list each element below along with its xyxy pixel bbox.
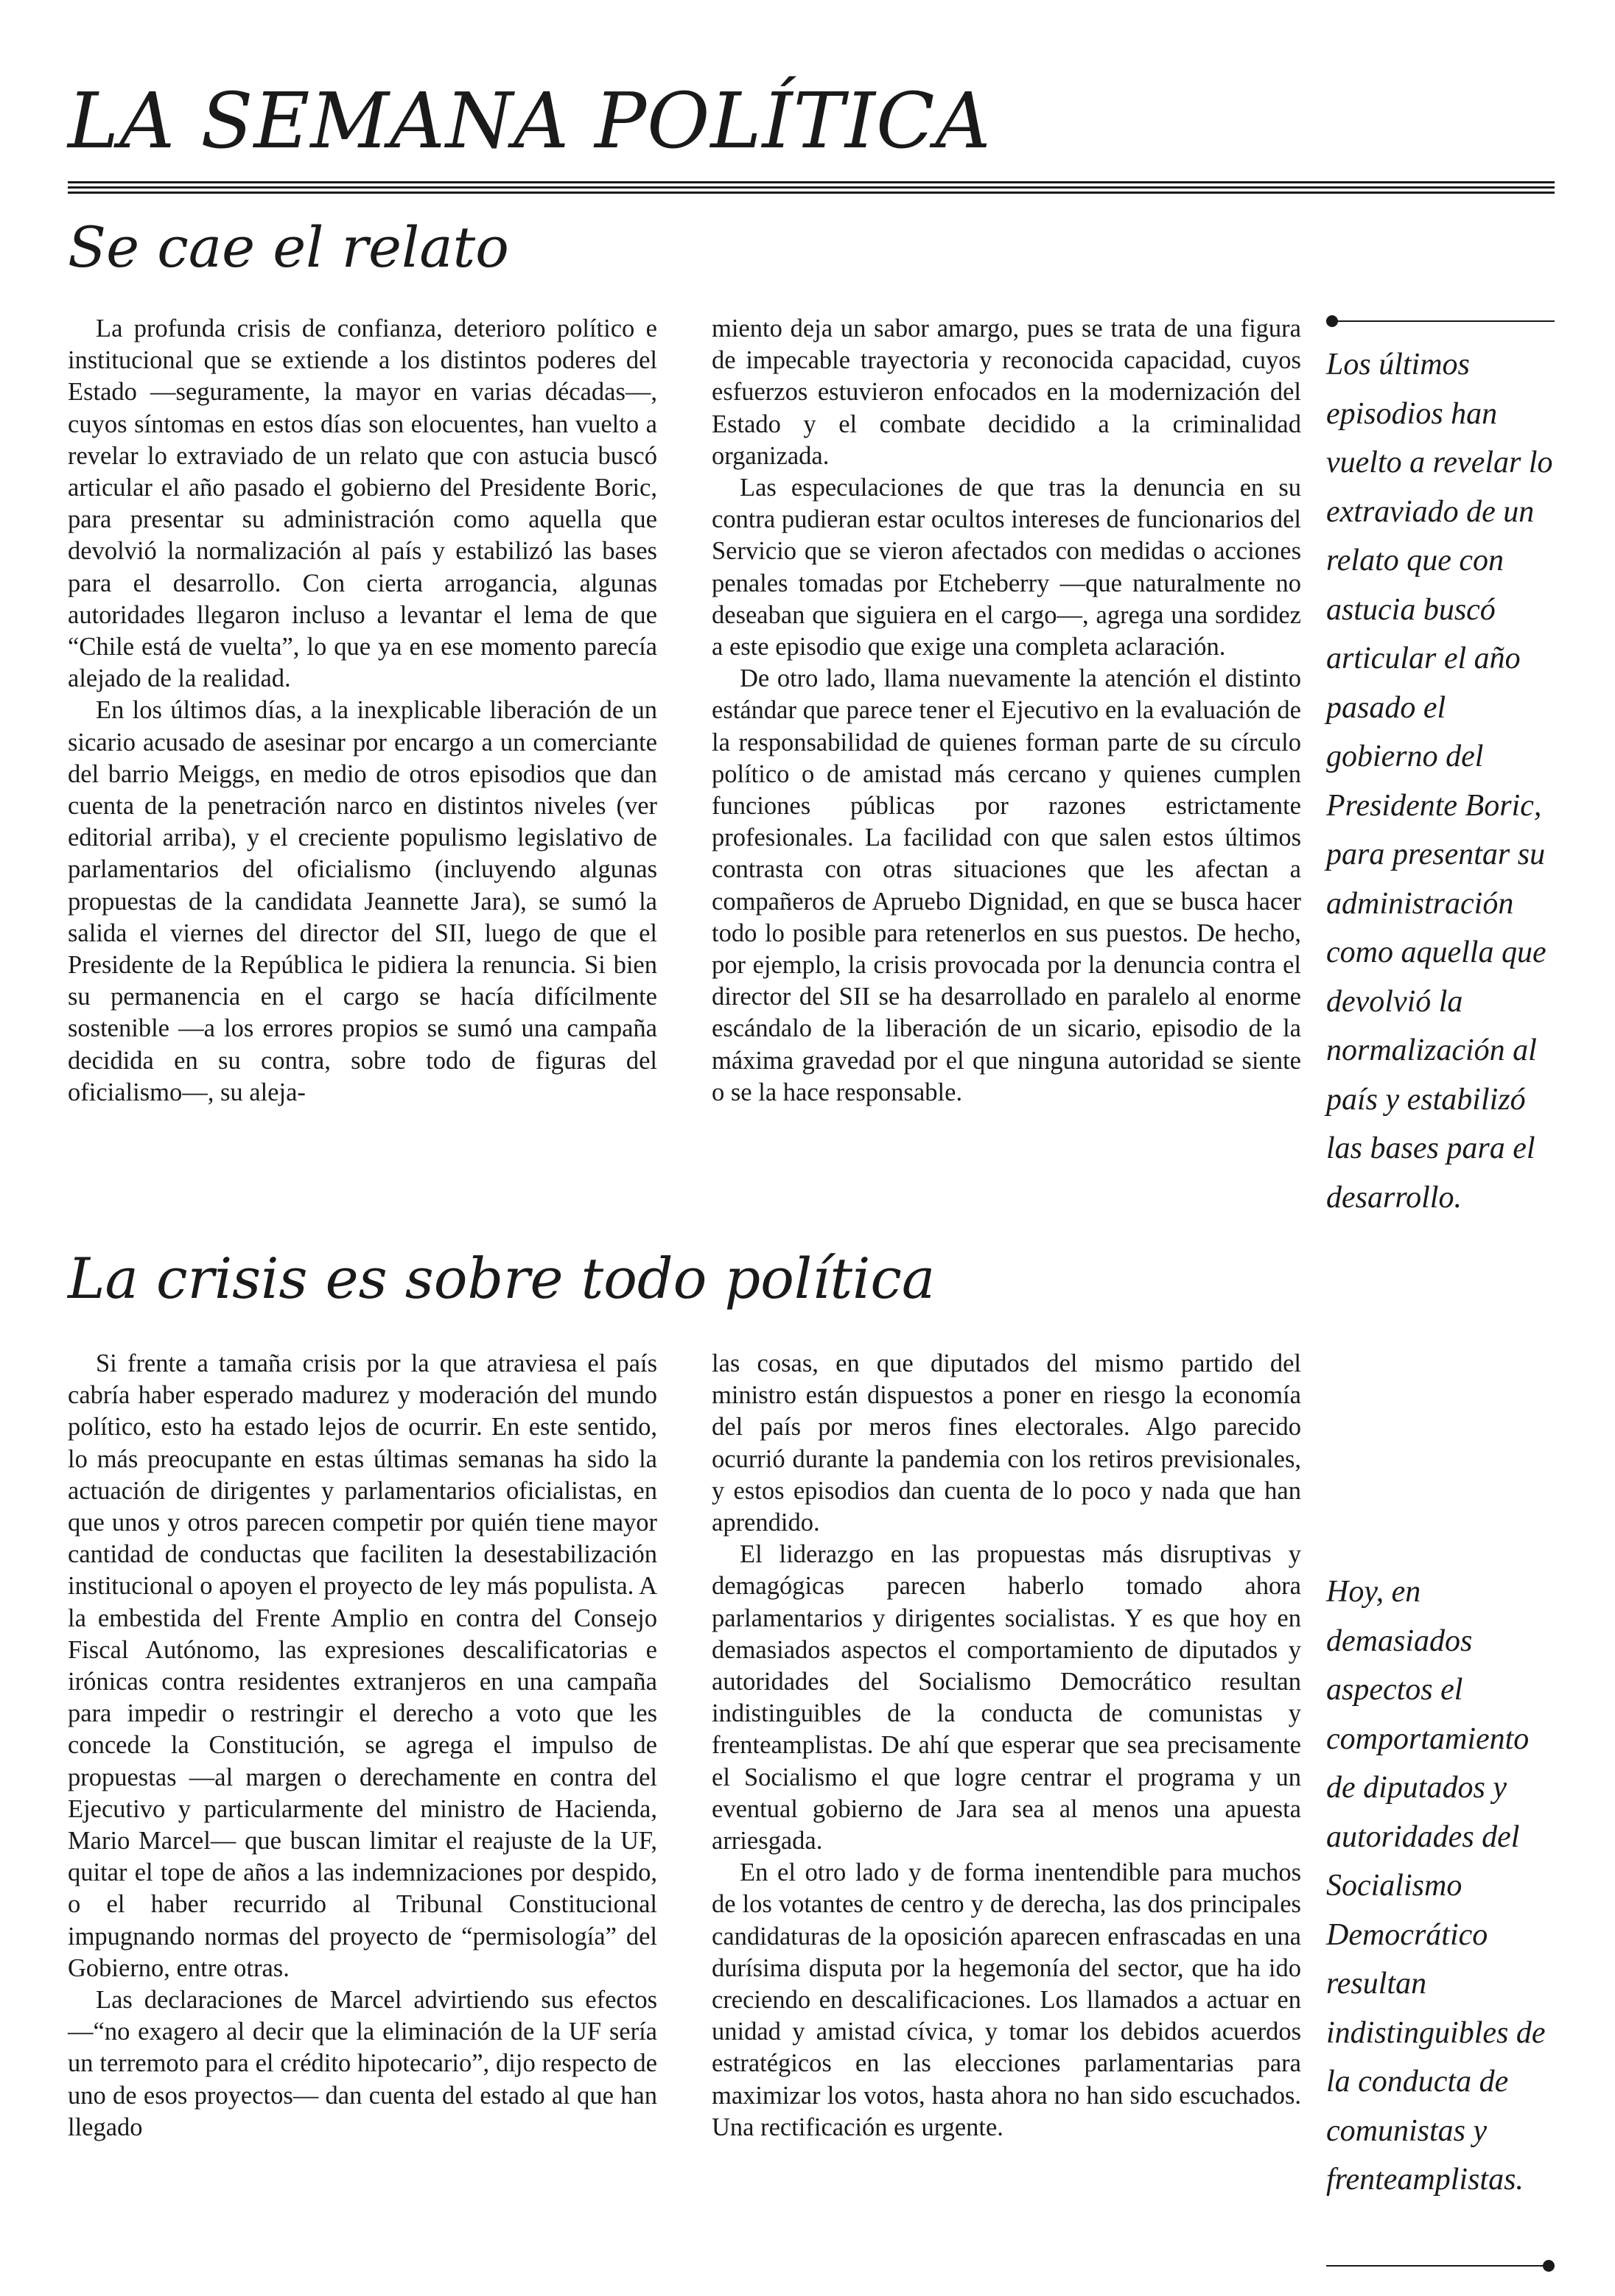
section-title: LA SEMANA POLÍTICA	[68, 76, 992, 166]
article1-headline: Se cae el relato	[68, 214, 509, 280]
article2-paragraph: En el otro lado y de forma inentendible para muchos de los votantes de centro y de derecha, las dos principales candidaturas de la oposición aparecen enfrascadas en una durísima disputa por la hegemonía del sector, que ha ido creciendo en descalificaciones. Los llamados a actuar en unidad y amistad cívica, y tomar los debidos acuerdos estratégicos en las elecciones parlamentarias para maximizar los votos, hasta ahora no han sido escuchados. Una rectificación es urgente.	[712, 1858, 1301, 2141]
pullquote1-rule	[1332, 320, 1555, 322]
article2-pull-quote: Hoy, en demasiados aspectos el comportamiento de diputados y autoridades del Socialismo Democrático resultan indistinguibles de la conducta de comunistas y frenteamplistas.	[1326, 1575, 1546, 2197]
header-rules	[68, 181, 1555, 197]
article1-paragraph: miento deja un sabor amargo, pues se trata de una figura de impecable trayectoria y reconocida capacidad, cuyos esfuerzos estuvieron enfocados en la modernización del Estado y el combate decidido a la criminalidad organizada.	[712, 315, 1301, 470]
article1-pull-quote: Los últimos episodios han vuelto a revelar lo extraviado de un relato que con astucia buscó articular el año pasado el gobierno del Presidente Boric, para presentar su administración como aquella que devolvió la normalización al país y estabilizó las bases para el desarrollo.	[1326, 348, 1553, 1215]
pullquote2-bullet-icon	[1543, 2260, 1555, 2272]
article1-column-1	[68, 313, 657, 1109]
article1-paragraph: De otro lado, llama nuevamente la atención el distinto estándar que parece tener el Ejecutivo en la evaluación de la responsabilidad de quienes forman parte de su círculo político o de amistad más cercano y quienes cumplen funciones públicas por razones estrictamente profesionales. La facilidad con que salen estos últimos contrasta con otras situaciones que les afectan a compañeros de Apruebo Dignidad, en que se busca hacer todo lo posible para retenerlos en sus puestos. De hecho, por ejemplo, la crisis provocada por la denuncia contra el director del SII se ha desarrollado en paralelo al enorme escándalo de la liberación de un sicario, episodio de la máxima gravedad por el que ninguna autoridad se siente o se la hace responsable.	[712, 664, 1301, 1106]
pullquote2-rule	[1326, 2265, 1549, 2267]
article2-paragraph: las cosas, en que diputados del mismo partido del ministro están dispuestos a poner en riesgo la economía del país por meros fines electorales. Algo parecido ocurrió durante la pandemia con los retiros previsionales, y estos episodios dan cuenta de lo poco y nada que han aprendido.	[712, 1349, 1301, 1537]
article1-paragraph: En los últimos días, a la inexplicable liberación de un sicario acusado de asesinar por encargo a un comerciante del barrio Meiggs, en medio de otros episodios que dan cuenta de la penetración narco en distintos niveles (ver editorial arriba), y el creciente populismo legislativo de parlamentarios del oficialismo (incluyendo algunas propuestas de la candidata Jeannette Jara), se sumó la salida el viernes del director del SII, luego de que el Presidente de la República le pidiera la renuncia. Si bien su permanencia en el cargo se hacía difícilmente sostenible —a los errores propios se sumó una campaña decidida en su contra, sobre todo de figuras del oficialismo—, su aleja-	[68, 696, 657, 1106]
article2-paragraph: Las declaraciones de Marcel advirtiendo sus efectos —“no exagero al decir que la eliminación de la UF sería un terremoto para el crédito hipotecario”, dijo respecto de uno de esos proyectos— dan cuenta del estado al que han llegado	[68, 1986, 657, 2141]
article1-paragraph: Las especulaciones de que tras la denuncia en su contra pudieran estar ocultos intereses de funcionarios del Servicio que se vieron afectados con medidas o acciones penales tomadas por Etcheberry —que naturalmente no deseaban que siguiera en el cargo—, agrega una sordidez a este episodio que exige una completa aclaración.	[712, 474, 1301, 661]
article1-paragraph: La profunda crisis de confianza, deterioro político e institucional que se extiende a los distintos poderes del Estado —seguramente, la mayor en varias décadas—, cuyos síntomas en estos días son elocuentes, han vuelto a revelar lo extraviado de un relato que con astucia buscó articular el año pasado el gobierno del Presidente Boric, para presentar su administración como aquella que devolvió la normalización al país y estabilizó las bases para el desarrollo. Con cierta arrogancia, algunas autoridades llegaron incluso a levantar el lema de que “Chile está de vuelta”, lo que ya en ese momento parecía alejado de la realidad.	[68, 315, 657, 693]
article2-paragraph: Si frente a tamaña crisis por la que atraviesa el país cabría haber esperado madurez y moderación del mundo político, esto ha estado lejos de ocurrir. En este sentido, lo más preocupante en estas últimas semanas ha sido la actuación de dirigentes y parlamentarios oficialistas, en que unos y otros parecen competir por quién tiene mayor cantidad de conductas que faciliten la desestabilización institucional o apoyen el proyecto de ley más populista. A la embestida del Frente Amplio en contra del Consejo Fiscal Autónomo, las expresiones descalificatorias e irónicas contra residentes extranjeros en una campaña para impedir o restringir el derecho a voto que les concede la Constitución, se agrega el impulso de propuestas —al margen o derechamente en contra del Ejecutivo y particularmente del ministro de Hacienda, Mario Marcel— que buscan limitar el reajuste de la UF, quitar el tope de años a las indemnizaciones por despido, o el haber recurrido al Tribunal Constitucional impugnando normas del proyecto de “permisología” del Gobierno, entre otras.	[68, 1349, 657, 1982]
article2-headline: La crisis es sobre todo política	[68, 1246, 936, 1311]
article1-column-2	[712, 313, 1301, 1109]
article2-paragraph: El liderazgo en las propuestas más disruptivas y demagógicas parecen haberlo tomado ahora parlamentarios y dirigentes socialistas. Y es que hoy en demasiados aspectos el comportamiento de diputados y autoridades del Socialismo Democrático resultan indistinguibles de la conducta de comunistas y frenteamplistas. De ahí que esperar que sea precisamente el Socialismo el que logre centrar el programa y un eventual gobierno de Jara sea al menos una apuesta arriesgada.	[712, 1540, 1301, 1856]
article2-column-2	[712, 1348, 1301, 2144]
article2-column-1	[68, 1348, 657, 2144]
